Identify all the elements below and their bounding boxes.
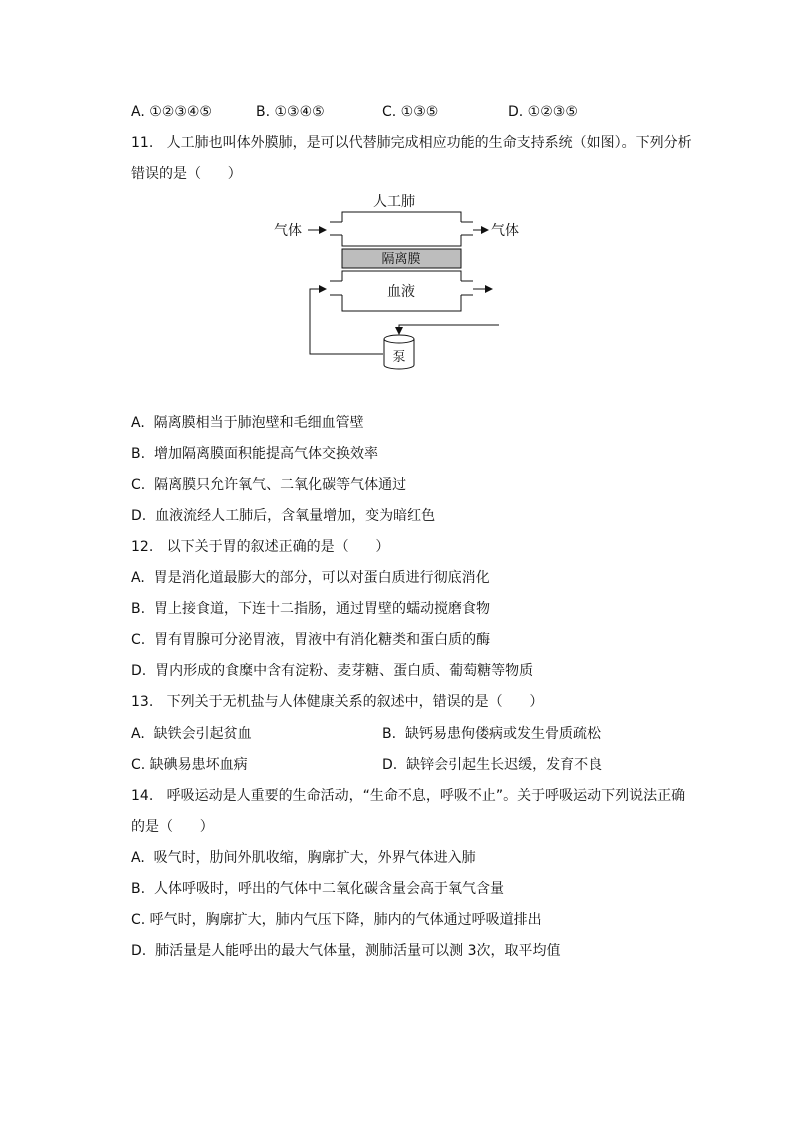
q12-option-c: C. 胃有胃腺可分泌胃液，胃液中有消化糖类和蛋白质的酶	[131, 632, 491, 648]
q11-option-a: A. 隔离膜相当于肺泡壁和毛细血管壁	[131, 415, 364, 431]
q14-option-d: D. 肺活量是人能呼出的最大气体量，测肺活量可以测 3次，取平均值	[131, 943, 561, 959]
blood-return-tube	[310, 289, 383, 354]
q12-option-a: A. 胃是消化道最膨大的部分，可以对蛋白质进行彻底消化	[131, 570, 490, 586]
q10-option-c: C. ①③⑤	[382, 104, 439, 120]
q14-option-b: B. 人体呼吸时，呼出的气体中二氧化碳含量会高于氧气含量	[131, 881, 504, 897]
q11-option-d: D. 血液流经人工肺后，含氧量增加，变为暗红色	[131, 508, 436, 524]
q10-option-b: B. ①③④⑤	[256, 104, 325, 120]
blood-in-port	[330, 281, 342, 295]
q10-option-d: D. ①②③⑤	[508, 104, 578, 120]
q14-option-a: A. 吸气时，肋间外肌收缩，胸廓扩大，外界气体进入肺	[131, 850, 476, 866]
artificial-lung-diagram	[270, 188, 519, 365]
q13-option-d: D. 缺锌会引起生长迟缓，发育不良	[382, 757, 603, 773]
pump-bottom	[384, 365, 414, 369]
pump-feed-tube	[399, 325, 499, 334]
membrane-label: 隔离膜	[381, 252, 421, 267]
gas-in-label: 气体	[274, 223, 302, 239]
pump-label: 泵	[392, 350, 406, 365]
q13-option-b: B. 缺钙易患佝偻病或发生骨质疏松	[382, 726, 601, 742]
q14-stem-cont: 的是（ ）	[131, 819, 214, 835]
q12-stem: 12. 以下关于胃的叙述正确的是（ ）	[131, 539, 390, 555]
gas-out-port	[461, 222, 473, 235]
upper-chamber-outline	[342, 212, 461, 246]
q14-option-c: C. 呼气时，胸廓扩大，肺内气压下降，肺内的气体通过呼吸道排出	[131, 912, 542, 928]
blood-label: 血液	[387, 284, 415, 300]
q12-option-b: B. 胃上接食道，下连十二指肠，通过胃壁的蠕动搅磨食物	[131, 601, 490, 617]
gas-out-label: 气体	[491, 223, 519, 239]
q13-option-a: A. 缺铁会引起贫血	[131, 726, 252, 742]
q11-stem: 11. 人工肺也叫体外膜肺，是可以代替肺完成相应功能的生命支持系统（如图）。下列分析	[131, 135, 692, 151]
q13-option-c: C. 缺碘易患坏血病	[131, 757, 248, 773]
q14-stem: 14. 呼吸运动是人重要的生命活动，“生命不息，呼吸不止”。关于呼吸运动下列说法正确	[131, 788, 686, 804]
gas-in-port	[330, 222, 342, 235]
pump-top	[384, 335, 414, 343]
blood-out-port	[461, 281, 473, 295]
q11-stem-cont: 错误的是（ ）	[131, 166, 242, 182]
q11-option-c: C. 隔离膜只允许氧气、二氧化碳等气体通过	[131, 477, 407, 493]
q12-option-d: D. 胃内形成的食糜中含有淀粉、麦芽糖、蛋白质、葡萄糖等物质	[131, 663, 534, 679]
q10-option-a: A. ①②③④⑤	[131, 104, 212, 120]
q11-option-b: B. 增加隔离膜面积能提高气体交换效率	[131, 446, 378, 462]
q13-stem: 13. 下列关于无机盐与人体健康关系的叙述中，错误的是（ ）	[131, 694, 544, 710]
diagram-title: 人工肺	[373, 194, 415, 210]
